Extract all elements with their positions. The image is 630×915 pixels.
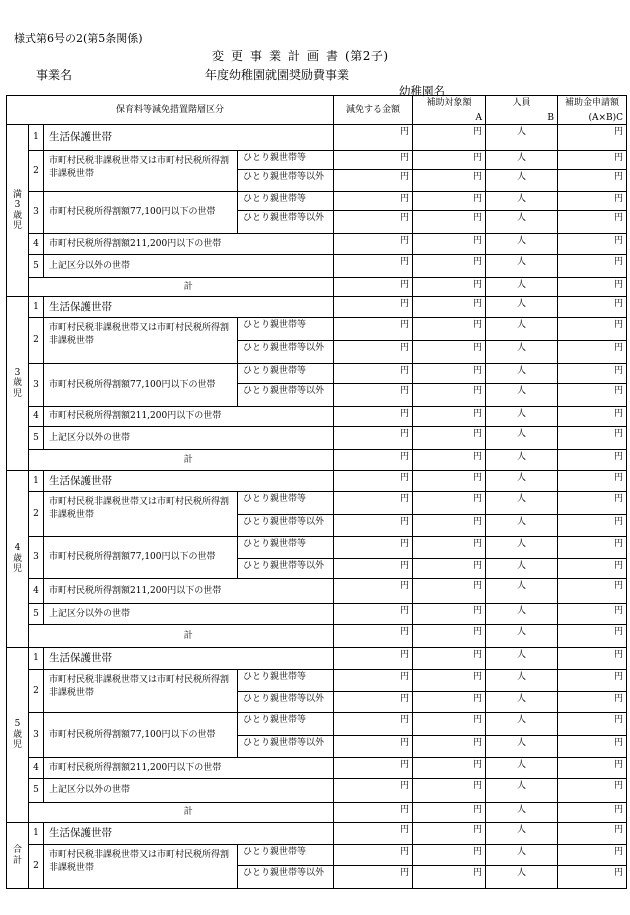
subsidy-target-cell: 円 [413, 151, 486, 170]
reduction-amount-cell: 円 [334, 670, 413, 692]
reduction-amount-cell: 円 [334, 211, 413, 234]
table-row [7, 427, 627, 450]
age-group-label [7, 471, 29, 648]
age-group-label [7, 297, 29, 471]
people-cell: 人 [486, 559, 558, 579]
total-spacer [29, 450, 44, 471]
subsidy-target-cell: 円 [413, 192, 486, 211]
subsidy-target-cell: 円 [413, 427, 486, 450]
reduction-amount-cell: 円 [334, 278, 413, 297]
age-group-char: 歳 [12, 378, 22, 389]
reduction-amount-cell: 円 [334, 170, 413, 192]
people-cell: 人 [486, 471, 558, 492]
category-label: 市町村民税非課税世帯又は市町村民税所得割非課税世帯 [44, 318, 238, 364]
people-cell: 人 [486, 234, 558, 255]
table-row [7, 779, 627, 803]
people-cell: 人 [486, 537, 558, 559]
category-number: 4 [29, 234, 44, 255]
table-row [7, 407, 627, 427]
reduction-amount-cell: 円 [334, 604, 413, 625]
subsidy-target-cell: 円 [413, 559, 486, 579]
category-label: 生活保護世帯 [44, 125, 334, 151]
table-row [7, 297, 627, 318]
age-group-char: 歳 [12, 729, 22, 740]
subsidy-target-cell: 円 [413, 407, 486, 427]
subsidy-target-cell: 円 [413, 803, 486, 823]
table-row [7, 604, 627, 625]
application-amount-cell: 円 [558, 407, 627, 427]
people-cell: 人 [486, 170, 558, 192]
table-row [7, 125, 627, 151]
people-cell: 人 [486, 713, 558, 736]
subsidy-target-cell: 円 [413, 845, 486, 866]
application-amount-cell: 円 [558, 648, 627, 670]
category-label: 市町村民税非課税世帯又は市町村民税所得割非課税世帯 [44, 492, 238, 537]
age-group-char: 歳 [12, 210, 22, 221]
reduction-amount-cell: 円 [334, 515, 413, 537]
reduction-amount-cell: 円 [334, 823, 413, 845]
subtype-label: ひとり親世帯等以外 [238, 211, 334, 234]
reduction-amount-cell: 円 [334, 407, 413, 427]
application-amount-cell: 円 [558, 151, 627, 170]
category-label: 生活保護世帯 [44, 823, 334, 845]
application-amount-cell: 円 [558, 736, 627, 758]
subsidy-target-cell: 円 [413, 170, 486, 192]
category-number: 5 [29, 255, 44, 278]
subsidy-target-cell: 円 [413, 713, 486, 736]
people-cell: 人 [486, 866, 558, 889]
reduction-amount-cell: 円 [334, 151, 413, 170]
age-group-char: 歳 [12, 553, 22, 564]
table-row [7, 579, 627, 604]
application-amount-cell: 円 [558, 803, 627, 823]
category-number: 5 [29, 779, 44, 803]
category-label: 上記区分以外の世帯 [44, 255, 334, 278]
category-label: 市町村民税所得割額211,200円以下の世帯 [44, 579, 334, 604]
people-cell: 人 [486, 625, 558, 648]
people-cell: 人 [486, 151, 558, 170]
people-cell: 人 [486, 450, 558, 471]
category-number: 5 [29, 427, 44, 450]
people-cell: 人 [486, 255, 558, 278]
people-cell: 人 [486, 492, 558, 515]
subsidy-target-cell: 円 [413, 692, 486, 713]
subsidy-plan-table [6, 95, 627, 889]
people-cell: 人 [486, 692, 558, 713]
document-title-main: 変更事業計画書 [212, 49, 346, 63]
subsidy-target-cell: 円 [413, 492, 486, 515]
reduction-amount-cell: 円 [334, 255, 413, 278]
table-row [7, 648, 627, 670]
header-people-label: 人員 [512, 98, 531, 108]
application-amount-cell: 円 [558, 278, 627, 297]
people-cell: 人 [486, 297, 558, 318]
table-row [7, 823, 627, 845]
subsidy-target-cell: 円 [413, 278, 486, 297]
total-label: 計 [44, 278, 334, 297]
business-name-label: 事業名 [36, 68, 73, 82]
reduction-amount-cell: 円 [334, 845, 413, 866]
header-subsidy-target [413, 96, 486, 125]
application-amount-cell: 円 [558, 255, 627, 278]
reduction-amount-cell: 円 [334, 427, 413, 450]
people-cell: 人 [486, 823, 558, 845]
subsidy-target-cell: 円 [413, 604, 486, 625]
subtype-label: ひとり親世帯等 [238, 192, 334, 211]
people-cell: 人 [486, 318, 558, 341]
application-amount-cell: 円 [558, 471, 627, 492]
reduction-amount-cell: 円 [334, 803, 413, 823]
age-group-char: 3 [14, 200, 21, 211]
subtype-label: ひとり親世帯等以外 [238, 341, 334, 364]
category-label: 生活保護世帯 [44, 648, 334, 670]
application-amount-cell: 円 [558, 779, 627, 803]
people-cell: 人 [486, 192, 558, 211]
reduction-amount-cell: 円 [334, 471, 413, 492]
document-title-sub: (第2子) [345, 49, 389, 63]
category-number: 1 [29, 471, 44, 492]
table-row [7, 364, 627, 384]
subtype-label: ひとり親世帯等以外 [238, 736, 334, 758]
reduction-amount-cell: 円 [334, 713, 413, 736]
subtype-label: ひとり親世帯等 [238, 845, 334, 866]
reduction-amount-cell: 円 [334, 866, 413, 889]
age-group-label [7, 648, 29, 823]
category-label: 市町村民税所得割額77,100円以下の世帯 [44, 537, 238, 579]
subtype-label: ひとり親世帯等 [238, 713, 334, 736]
total-label: 計 [44, 803, 334, 823]
application-amount-cell: 円 [558, 692, 627, 713]
reduction-amount-cell: 円 [334, 692, 413, 713]
reduction-amount-cell: 円 [334, 779, 413, 803]
subsidy-target-cell: 円 [413, 255, 486, 278]
table-row [7, 278, 627, 297]
application-amount-cell: 円 [558, 318, 627, 341]
reduction-amount-cell: 円 [334, 625, 413, 648]
subtype-label: ひとり親世帯等 [238, 537, 334, 559]
application-amount-cell: 円 [558, 427, 627, 450]
table-row [7, 625, 627, 648]
table-row [7, 318, 627, 341]
table-row [7, 537, 627, 559]
subsidy-target-cell: 円 [413, 471, 486, 492]
reduction-amount-cell: 円 [334, 492, 413, 515]
subsidy-target-cell: 円 [413, 579, 486, 604]
people-cell: 人 [486, 803, 558, 823]
total-label: 計 [44, 625, 334, 648]
subtype-label: ひとり親世帯等以外 [238, 866, 334, 889]
category-number: 1 [29, 297, 44, 318]
subsidy-target-cell: 円 [413, 234, 486, 255]
application-amount-cell: 円 [558, 845, 627, 866]
age-group-char: 3 [14, 367, 21, 378]
application-amount-cell: 円 [558, 537, 627, 559]
category-label: 市町村民税所得割額77,100円以下の世帯 [44, 192, 238, 234]
table-row [7, 492, 627, 515]
reduction-amount-cell: 円 [334, 758, 413, 779]
age-group-label [7, 823, 29, 889]
people-cell: 人 [486, 211, 558, 234]
table-row [7, 234, 627, 255]
subsidy-target-cell: 円 [413, 866, 486, 889]
people-cell: 人 [486, 604, 558, 625]
subsidy-target-cell: 円 [413, 625, 486, 648]
subtype-label: ひとり親世帯等 [238, 151, 334, 170]
subtype-label: ひとり親世帯等以外 [238, 515, 334, 537]
application-amount-cell: 円 [558, 125, 627, 151]
people-cell: 人 [486, 648, 558, 670]
business-name: 年度幼稚園就園奨励費事業 [205, 68, 350, 82]
reduction-amount-cell: 円 [334, 192, 413, 211]
category-number: 1 [29, 648, 44, 670]
reduction-amount-cell: 円 [334, 318, 413, 341]
subsidy-target-cell: 円 [413, 823, 486, 845]
header-subsidy-target-sub: A [475, 112, 483, 123]
age-group-char: 合 [12, 845, 22, 856]
header-application-sub: (A×B)C [588, 112, 624, 123]
application-amount-cell: 円 [558, 625, 627, 648]
people-cell: 人 [486, 407, 558, 427]
reduction-amount-cell: 円 [334, 341, 413, 364]
subsidy-target-cell: 円 [413, 211, 486, 234]
reduction-amount-cell: 円 [334, 559, 413, 579]
age-group-char: 4 [14, 543, 21, 554]
reduction-amount-cell: 円 [334, 537, 413, 559]
category-number: 3 [29, 537, 44, 579]
subsidy-target-cell: 円 [413, 125, 486, 151]
category-label: 市町村民税所得割額211,200円以下の世帯 [44, 407, 334, 427]
subtype-label: ひとり親世帯等 [238, 670, 334, 692]
category-number: 4 [29, 579, 44, 604]
category-label: 市町村民税所得割額211,200円以下の世帯 [44, 758, 334, 779]
reduction-amount-cell: 円 [334, 648, 413, 670]
category-label: 上記区分以外の世帯 [44, 427, 334, 450]
age-group-char: 児 [12, 740, 22, 751]
subsidy-target-cell: 円 [413, 341, 486, 364]
total-spacer [29, 278, 44, 297]
application-amount-cell: 円 [558, 758, 627, 779]
subsidy-target-cell: 円 [413, 736, 486, 758]
category-label: 市町村民税非課税世帯又は市町村民税所得割非課税世帯 [44, 151, 238, 192]
reduction-amount-cell: 円 [334, 384, 413, 407]
table-row [7, 450, 627, 471]
reduction-amount-cell: 円 [334, 736, 413, 758]
subsidy-target-cell: 円 [413, 758, 486, 779]
subtype-label: ひとり親世帯等以外 [238, 559, 334, 579]
category-label: 市町村民税非課税世帯又は市町村民税所得割非課税世帯 [44, 670, 238, 713]
age-group-char: 児 [12, 388, 22, 399]
category-number: 4 [29, 758, 44, 779]
subtype-label: ひとり親世帯等以外 [238, 384, 334, 407]
age-group-char: 児 [12, 564, 22, 575]
reduction-amount-cell: 円 [334, 579, 413, 604]
category-number: 2 [29, 151, 44, 192]
category-label: 市町村民税所得割額211,200円以下の世帯 [44, 234, 334, 255]
category-number: 1 [29, 823, 44, 845]
people-cell: 人 [486, 779, 558, 803]
application-amount-cell: 円 [558, 450, 627, 471]
reduction-amount-cell: 円 [334, 125, 413, 151]
people-cell: 人 [486, 515, 558, 537]
age-group-char: 計 [12, 855, 22, 866]
table-row [7, 151, 627, 170]
application-amount-cell: 円 [558, 297, 627, 318]
table-row [7, 845, 627, 866]
table-row [7, 471, 627, 492]
subtype-label: ひとり親世帯等以外 [238, 170, 334, 192]
people-cell: 人 [486, 579, 558, 604]
total-spacer [29, 625, 44, 648]
subtype-label: ひとり親世帯等 [238, 492, 334, 515]
table-row [7, 192, 627, 211]
category-label: 上記区分以外の世帯 [44, 604, 334, 625]
application-amount-cell: 円 [558, 384, 627, 407]
subtype-label: ひとり親世帯等 [238, 318, 334, 341]
people-cell: 人 [486, 845, 558, 866]
age-group-label [7, 125, 29, 297]
total-label: 計 [44, 450, 334, 471]
people-cell: 人 [486, 758, 558, 779]
subsidy-target-cell: 円 [413, 450, 486, 471]
application-amount-cell: 円 [558, 670, 627, 692]
subsidy-target-cell: 円 [413, 364, 486, 384]
category-number: 3 [29, 364, 44, 407]
age-group-char: 満 [12, 189, 22, 200]
category-number: 2 [29, 492, 44, 537]
subsidy-target-cell: 円 [413, 515, 486, 537]
table-row [7, 803, 627, 823]
form-number: 様式第6号の2(第5条関係) [14, 32, 143, 45]
application-amount-cell: 円 [558, 515, 627, 537]
application-amount-cell: 円 [558, 234, 627, 255]
reduction-amount-cell: 円 [334, 450, 413, 471]
subsidy-target-cell: 円 [413, 537, 486, 559]
reduction-amount-cell: 円 [334, 364, 413, 384]
reduction-amount-cell: 円 [334, 297, 413, 318]
people-cell: 人 [486, 736, 558, 758]
subsidy-target-cell: 円 [413, 297, 486, 318]
subsidy-target-cell: 円 [413, 670, 486, 692]
header-reduction-amount: 減免する金額 [334, 96, 413, 125]
age-group-char: 児 [12, 220, 22, 231]
table-row [7, 255, 627, 278]
people-cell: 人 [486, 125, 558, 151]
application-amount-cell: 円 [558, 823, 627, 845]
category-number: 3 [29, 713, 44, 758]
document-title [212, 47, 389, 64]
people-cell: 人 [486, 278, 558, 297]
people-cell: 人 [486, 384, 558, 407]
application-amount-cell: 円 [558, 713, 627, 736]
category-number: 5 [29, 604, 44, 625]
total-spacer [29, 803, 44, 823]
subtype-label: ひとり親世帯等以外 [238, 692, 334, 713]
table-row [7, 670, 627, 692]
table-row [7, 713, 627, 736]
category-label: 上記区分以外の世帯 [44, 779, 334, 803]
subsidy-target-cell: 円 [413, 648, 486, 670]
category-number: 4 [29, 407, 44, 427]
subtype-label: ひとり親世帯等 [238, 364, 334, 384]
header-category: 保育料等減免措置階層区分 [7, 96, 334, 125]
category-number: 2 [29, 670, 44, 713]
kindergarten-name-label: 幼稚園名 [399, 84, 445, 98]
header-application [558, 96, 627, 125]
application-amount-cell: 円 [558, 192, 627, 211]
category-label: 生活保護世帯 [44, 297, 334, 318]
category-number: 1 [29, 125, 44, 151]
category-number: 2 [29, 845, 44, 889]
category-label: 市町村民税所得割額77,100円以下の世帯 [44, 713, 238, 758]
people-cell: 人 [486, 341, 558, 364]
application-amount-cell: 円 [558, 559, 627, 579]
category-number: 2 [29, 318, 44, 364]
header-people-sub: B [547, 112, 555, 123]
subsidy-target-cell: 円 [413, 318, 486, 341]
people-cell: 人 [486, 364, 558, 384]
age-group-char: 5 [14, 719, 21, 730]
category-label: 市町村民税非課税世帯又は市町村民税所得割非課税世帯 [44, 845, 238, 889]
application-amount-cell: 円 [558, 341, 627, 364]
reduction-amount-cell: 円 [334, 234, 413, 255]
application-amount-cell: 円 [558, 579, 627, 604]
category-label: 生活保護世帯 [44, 471, 334, 492]
subsidy-target-cell: 円 [413, 384, 486, 407]
people-cell: 人 [486, 427, 558, 450]
subsidy-target-cell: 円 [413, 779, 486, 803]
header-people [486, 96, 558, 125]
header-subsidy-target-label: 補助対象額 [426, 98, 472, 108]
category-label: 市町村民税所得割額77,100円以下の世帯 [44, 364, 238, 407]
header-row [7, 96, 627, 125]
people-cell: 人 [486, 670, 558, 692]
application-amount-cell: 円 [558, 211, 627, 234]
application-amount-cell: 円 [558, 492, 627, 515]
table-row [7, 758, 627, 779]
application-amount-cell: 円 [558, 364, 627, 384]
application-amount-cell: 円 [558, 604, 627, 625]
application-amount-cell: 円 [558, 170, 627, 192]
category-number: 3 [29, 192, 44, 234]
header-application-label: 補助金申請額 [565, 98, 620, 108]
application-amount-cell: 円 [558, 866, 627, 889]
